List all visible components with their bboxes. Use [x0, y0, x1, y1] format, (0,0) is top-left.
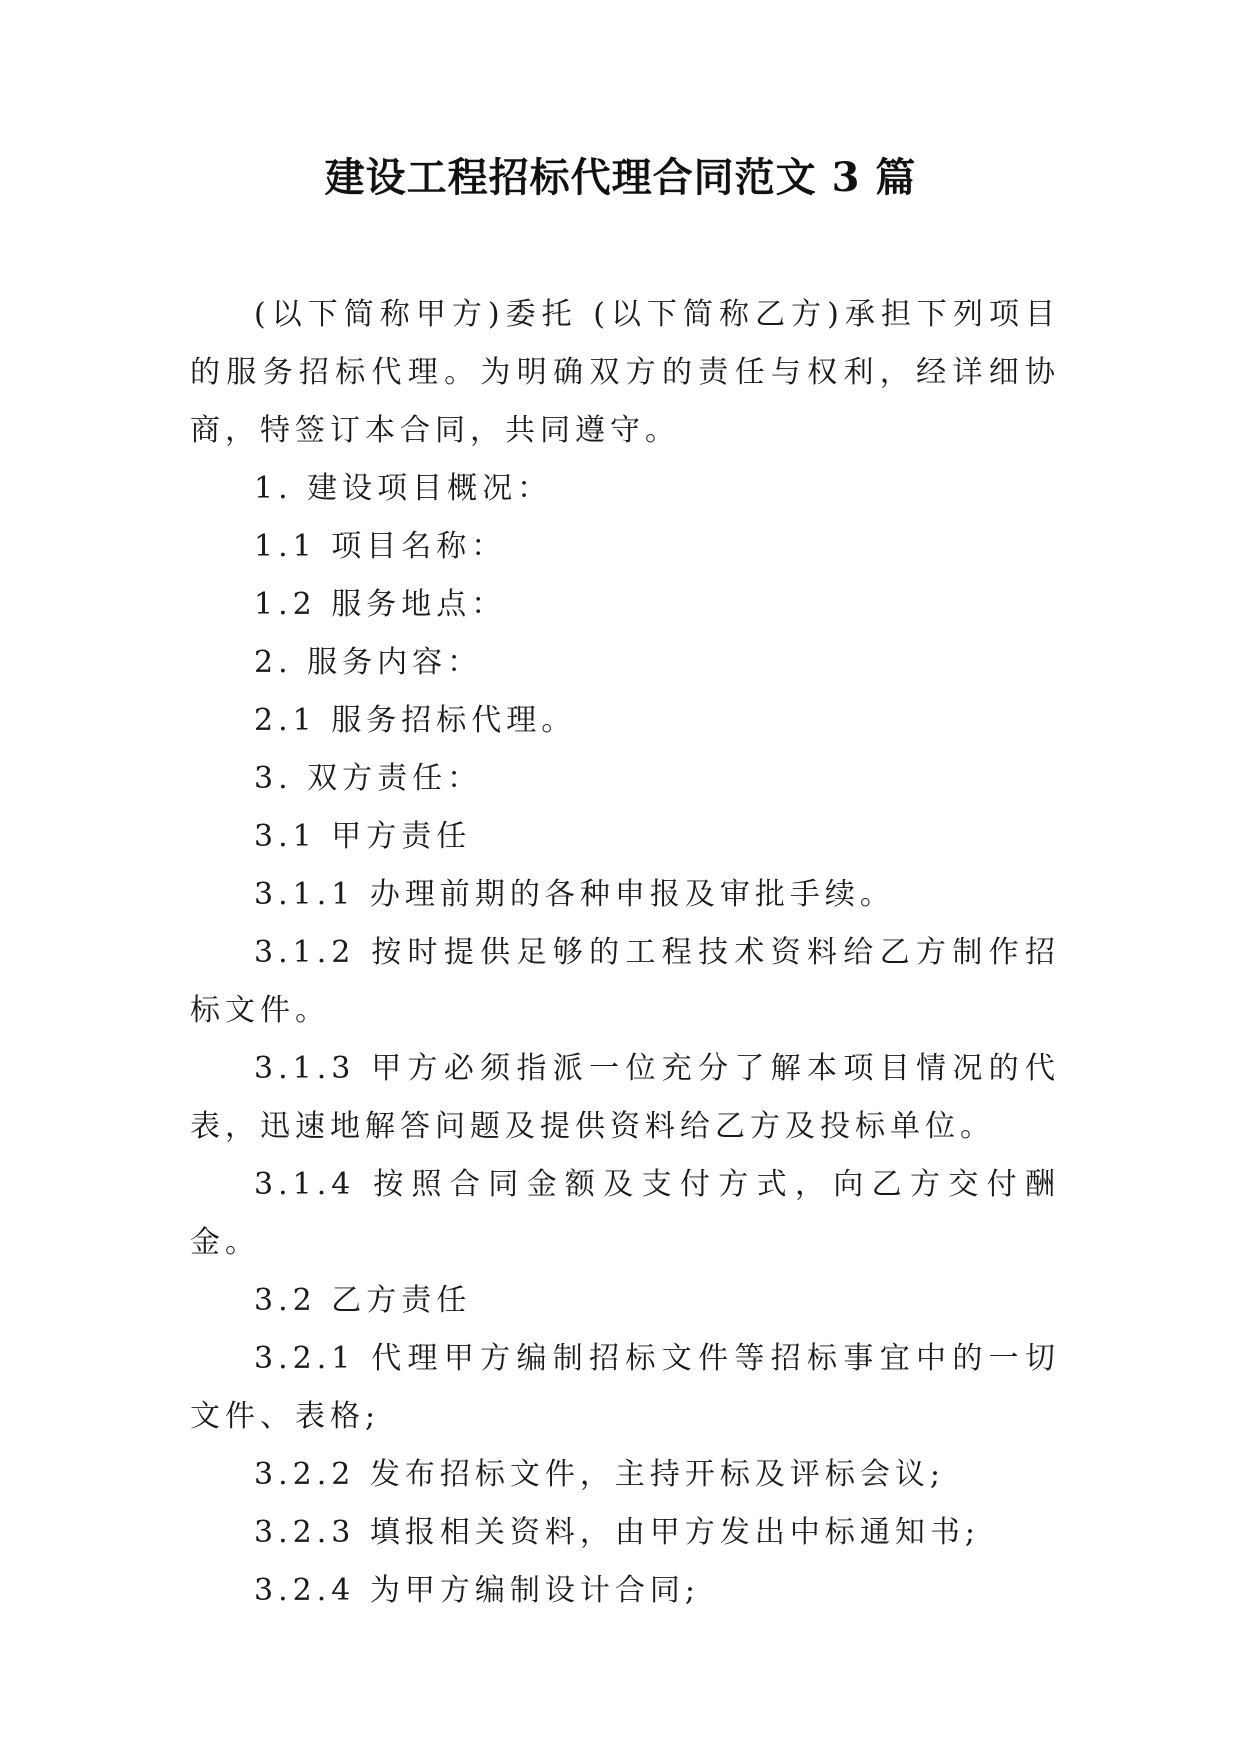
paragraph-3-2-2: 3.2.2 发布招标文件，主持开标及评标会议;: [254, 1457, 945, 1492]
document-body: [190, 286, 1060, 1620]
paragraph-intro: (以下简称甲方)委托 (以下简称乙方)承担下列项目的服务招标代理。为明确双方的责任与权利，经详细协商，特签订本合同，共同遵守。: [190, 297, 1060, 448]
paragraph-3-2: 3.2 乙方责任: [254, 1283, 472, 1318]
paragraph-1: 1. 建设项目概况：: [254, 471, 553, 506]
paragraph-3-1-3: 3.1.3 甲方必须指派一位充分了解本项目情况的代表，迅速地解答问题及提供资料给乙方及投标单位。: [190, 1051, 1060, 1144]
paragraph-3-1: 3.1 甲方责任: [254, 819, 472, 854]
paragraph-2: 2. 服务内容：: [254, 645, 483, 680]
paragraph-3-2-1: 3.2.1 代理甲方编制招标文件等招标事宜中的一切文件、表格;: [190, 1341, 1060, 1434]
paragraph-3-1-4: 3.1.4 按照合同金额及支付方式，向乙方交付酬金。: [190, 1167, 1060, 1260]
paragraph-2-1: 2.1 服务招标代理。: [254, 703, 577, 738]
paragraph-3-1-2: 3.1.2 按时提供足够的工程技术资料给乙方制作招标文件。: [190, 935, 1060, 1028]
paragraph-3: 3. 双方责任：: [254, 761, 483, 796]
paragraph-3-1-1: 3.1.1 办理前期的各种申报及审批手续。: [254, 877, 895, 912]
document-title: 建设工程招标代理合同范文 3 篇: [324, 154, 917, 201]
paragraph-3-2-3: 3.2.3 填报相关资料，由甲方发出中标通知书;: [254, 1515, 980, 1550]
paragraph-1-2: 1.2 服务地点：: [254, 587, 507, 622]
paragraph-1-1: 1.1 项目名称：: [254, 529, 507, 564]
paragraph-3-2-4: 3.2.4 为甲方编制设计合同;: [254, 1573, 700, 1608]
